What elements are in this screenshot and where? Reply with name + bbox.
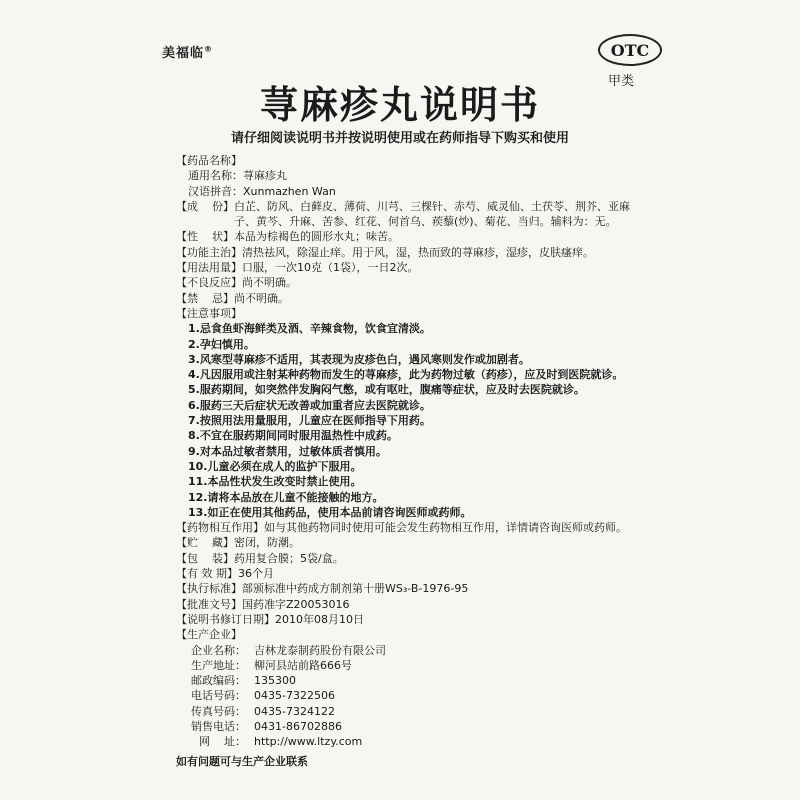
footer-note: 如有问题可与生产企业联系 [176, 754, 308, 768]
note-item: 5. 服药期间，如突然伴发胸闷气憋，或有呕吐，腹痛等症状，应及时去医院就诊。 [188, 383, 585, 397]
dosage-row: 【用法用量】 口服，一次10克（1袋），一日2次。 [176, 261, 419, 275]
note-item: 9. 对本品过敏者禁用，过敏体质者慎用。 [188, 444, 387, 458]
company-website-row: 网 址： http://www.ltzy.com [199, 735, 363, 749]
note-item: 12. 请将本品放在儿童不能接触的地方。 [188, 490, 384, 504]
revision-row: 【说明书修订日期】 2010年08月10日 [176, 612, 364, 626]
note-item: 3. 风寒型荨麻疹不适用，其表现为皮疹色白，遇风寒则发作或加剧者。 [188, 352, 530, 366]
company-fax-row: 传真号码： 0435-7324122 [191, 704, 335, 718]
notes-list [176, 321, 650, 520]
note-item: 13. 如正在使用其他药品，使用本品前请咨询医师或药师。 [188, 505, 472, 519]
note-item: 4. 凡因服用或注射某种药物而发生的荨麻疹，此为药物过敏（药疹），应及时到医院就诊。 [188, 368, 624, 382]
interaction-row: 【药物相互作用】 如与其他药物同时使用可能会发生药物相互作用，详情请咨询医师或药师。 [176, 521, 627, 535]
note-item: 7. 按照用法用量服用，儿童应在医师指导下用药。 [188, 414, 431, 428]
company-sales-phone-row: 销售电话： 0431-86702886 [191, 719, 342, 733]
drug-name-section: 【药品名称】 [176, 154, 242, 167]
company-address-row: 生产地址： 柳河县站前路666号 [191, 658, 352, 672]
notes-heading: 【注意事项】 [176, 306, 242, 320]
company-name-row: 企业名称： 吉林龙泰制药股份有限公司 [191, 643, 386, 657]
note-item: 6. 服药三天后症状无改善或加重者应去医院就诊。 [188, 398, 431, 412]
note-item: 2. 孕妇慎用。 [188, 337, 255, 351]
validity-row: 【有 效 期】 36个月 [176, 567, 274, 581]
note-item: 1. 忌食鱼虾海鲜类及酒、辛辣食物，饮食宜清淡。 [188, 322, 431, 336]
manufacturer-info [176, 643, 650, 750]
company-postcode-row: 邮政编码： 135300 [191, 674, 296, 688]
otc-badge: OTC [598, 34, 662, 66]
storage-row: 【贮 藏】 密闭，防潮。 [176, 536, 300, 550]
page-title: 荨麻疹丸说明书 [259, 82, 540, 127]
adverse-row: 【不良反应】 尚不明确。 [176, 276, 297, 290]
company-phone-row: 电话号码： 0435-7322506 [191, 689, 335, 703]
indications-row: 【功能主治】 清热祛风，除湿止痒。用于风，湿，热而致的荨麻疹，湿疹，皮肤瘙痒。 [176, 245, 594, 259]
character-row: 【性 状】 本品为棕褐色的圆形水丸；味苦。 [176, 230, 399, 244]
standard-row: 【执行标准】 部颁标准中药成方制剂第十册WS₃-B-1976-95 [176, 582, 469, 596]
pinyin-row: 汉语拼音： Xunmazhen Wan [188, 184, 336, 198]
leaflet-body [176, 153, 650, 769]
note-item: 11. 本品性状发生改变时禁止使用。 [188, 475, 362, 489]
contraindication-row: 【禁 忌】 尚不明确。 [176, 291, 289, 305]
manufacturer-heading: 【生产企业】 [176, 628, 242, 642]
brand-logo: 美福临® [162, 44, 214, 61]
note-item: 10. 儿童必须在成人的监护下服用。 [188, 459, 362, 473]
package-row: 【包 装】 药用复合膜；5袋/盒。 [176, 551, 344, 565]
approval-row: 【批准文号】 国药准字Z20053016 [176, 597, 350, 611]
ingredients-row: 【成 份】 白芷、防风、白藓皮、薄荷、川芎、三棵针、赤芍、威灵仙、土茯苓、荆芥、亚麻子、黄芩、升麻、苦参、红花、何首乌、蒺藜(炒)、菊花、当归。辅料为：无。 [176, 199, 630, 229]
common-name-row: 通用名称： 荨麻疹丸 [188, 169, 287, 183]
note-item: 8. 不宜在服药期间同时服用温热性中成药。 [188, 429, 398, 443]
page-subtitle: 请仔细阅读说明书并按说明使用或在药师指导下购买和使用 [230, 131, 569, 146]
otc-class: 甲类 [608, 74, 635, 89]
